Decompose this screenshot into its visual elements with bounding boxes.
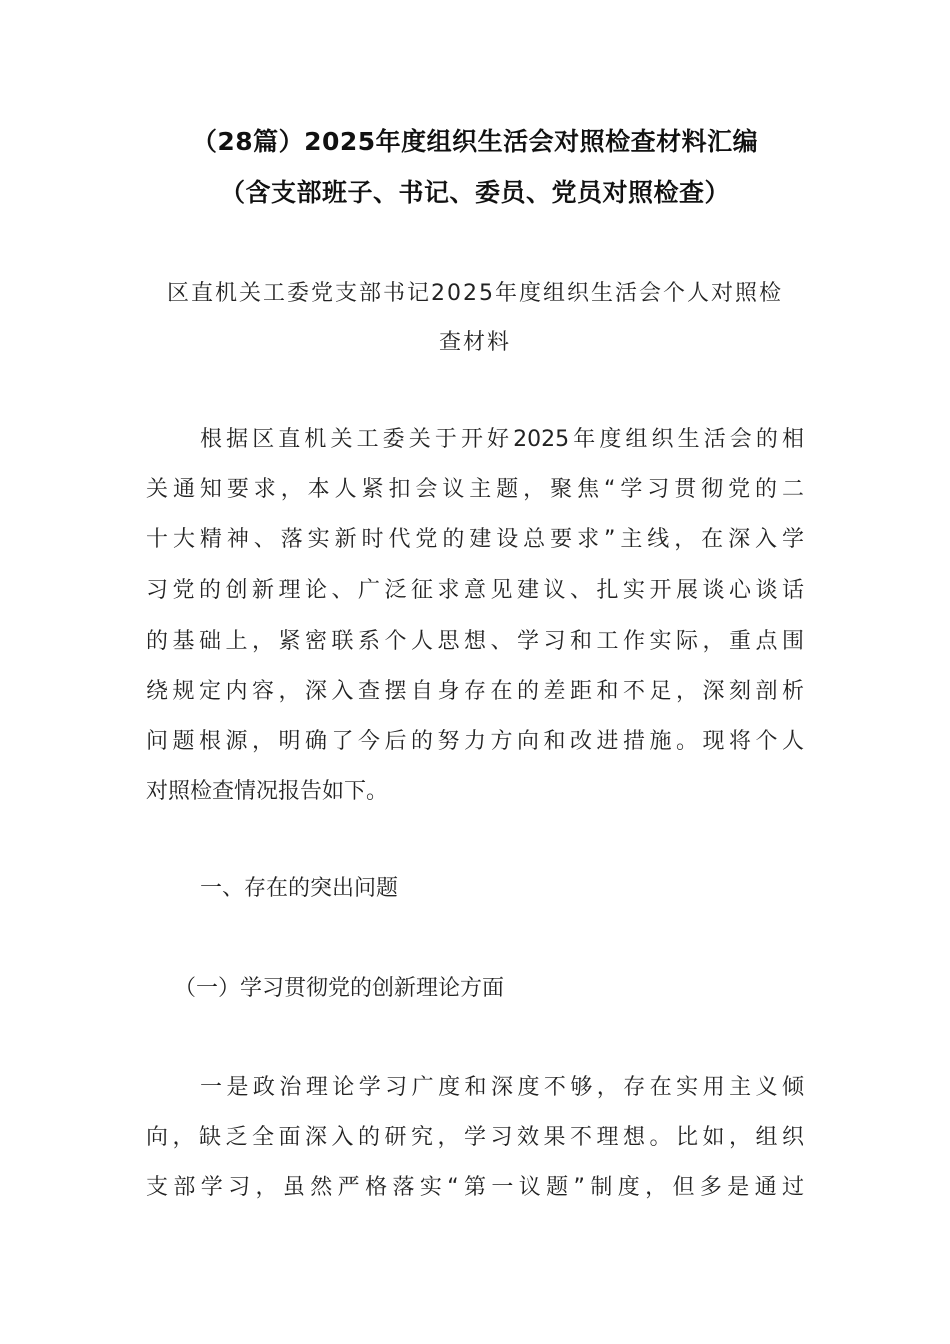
intro-paragraph-line-3: 十大精神、落实新时代党的建设总要求”主线，在深入学 [146, 527, 804, 552]
section-heading: 一、存在的突出问题 [200, 876, 399, 901]
document-title-line-2: （含支部班子、书记、委员、党员对照检查） [219, 178, 730, 207]
document-title-line-1: （28篇）2025年度组织生活会对照检查材料汇编 [191, 127, 759, 156]
article-subtitle-line-1: 区直机关工委党支部书记2025年度组织生活会个人对照检 [167, 281, 783, 306]
intro-paragraph-line-2: 关通知要求，本人紧扣会议主题，聚焦“学习贯彻党的二 [146, 477, 804, 502]
intro-paragraph-line-1: 根据区直机关工委关于开好2025年度组织生活会的相 [200, 427, 804, 452]
subsection-heading: （一）学习贯彻党的创新理论方面 [174, 976, 505, 1001]
intro-paragraph-line-4: 习党的创新理论、广泛征求意见建议、扎实开展谈心谈话 [146, 578, 804, 603]
intro-paragraph-line-5: 的基础上，紧密联系个人思想、学习和工作实际，重点围 [146, 629, 804, 654]
body-paragraph-line-3: 支部学习，虽然严格落实“第一议题”制度，但多是通过 [146, 1175, 804, 1200]
intro-paragraph-line-6: 绕规定内容，深入查摆自身存在的差距和不足，深刻剖析 [146, 679, 804, 704]
article-subtitle-line-2: 查材料 [438, 330, 511, 355]
body-paragraph-line-2: 向，缺乏全面深入的研究，学习效果不理想。比如，组织 [146, 1125, 804, 1150]
intro-paragraph-line-7: 问题根源，明确了今后的努力方向和改进措施。现将个人 [146, 729, 804, 754]
body-paragraph-line-1: 一是政治理论学习广度和深度不够，存在实用主义倾 [200, 1075, 804, 1100]
intro-paragraph-line-8: 对照检查情况报告如下。 [146, 779, 389, 804]
